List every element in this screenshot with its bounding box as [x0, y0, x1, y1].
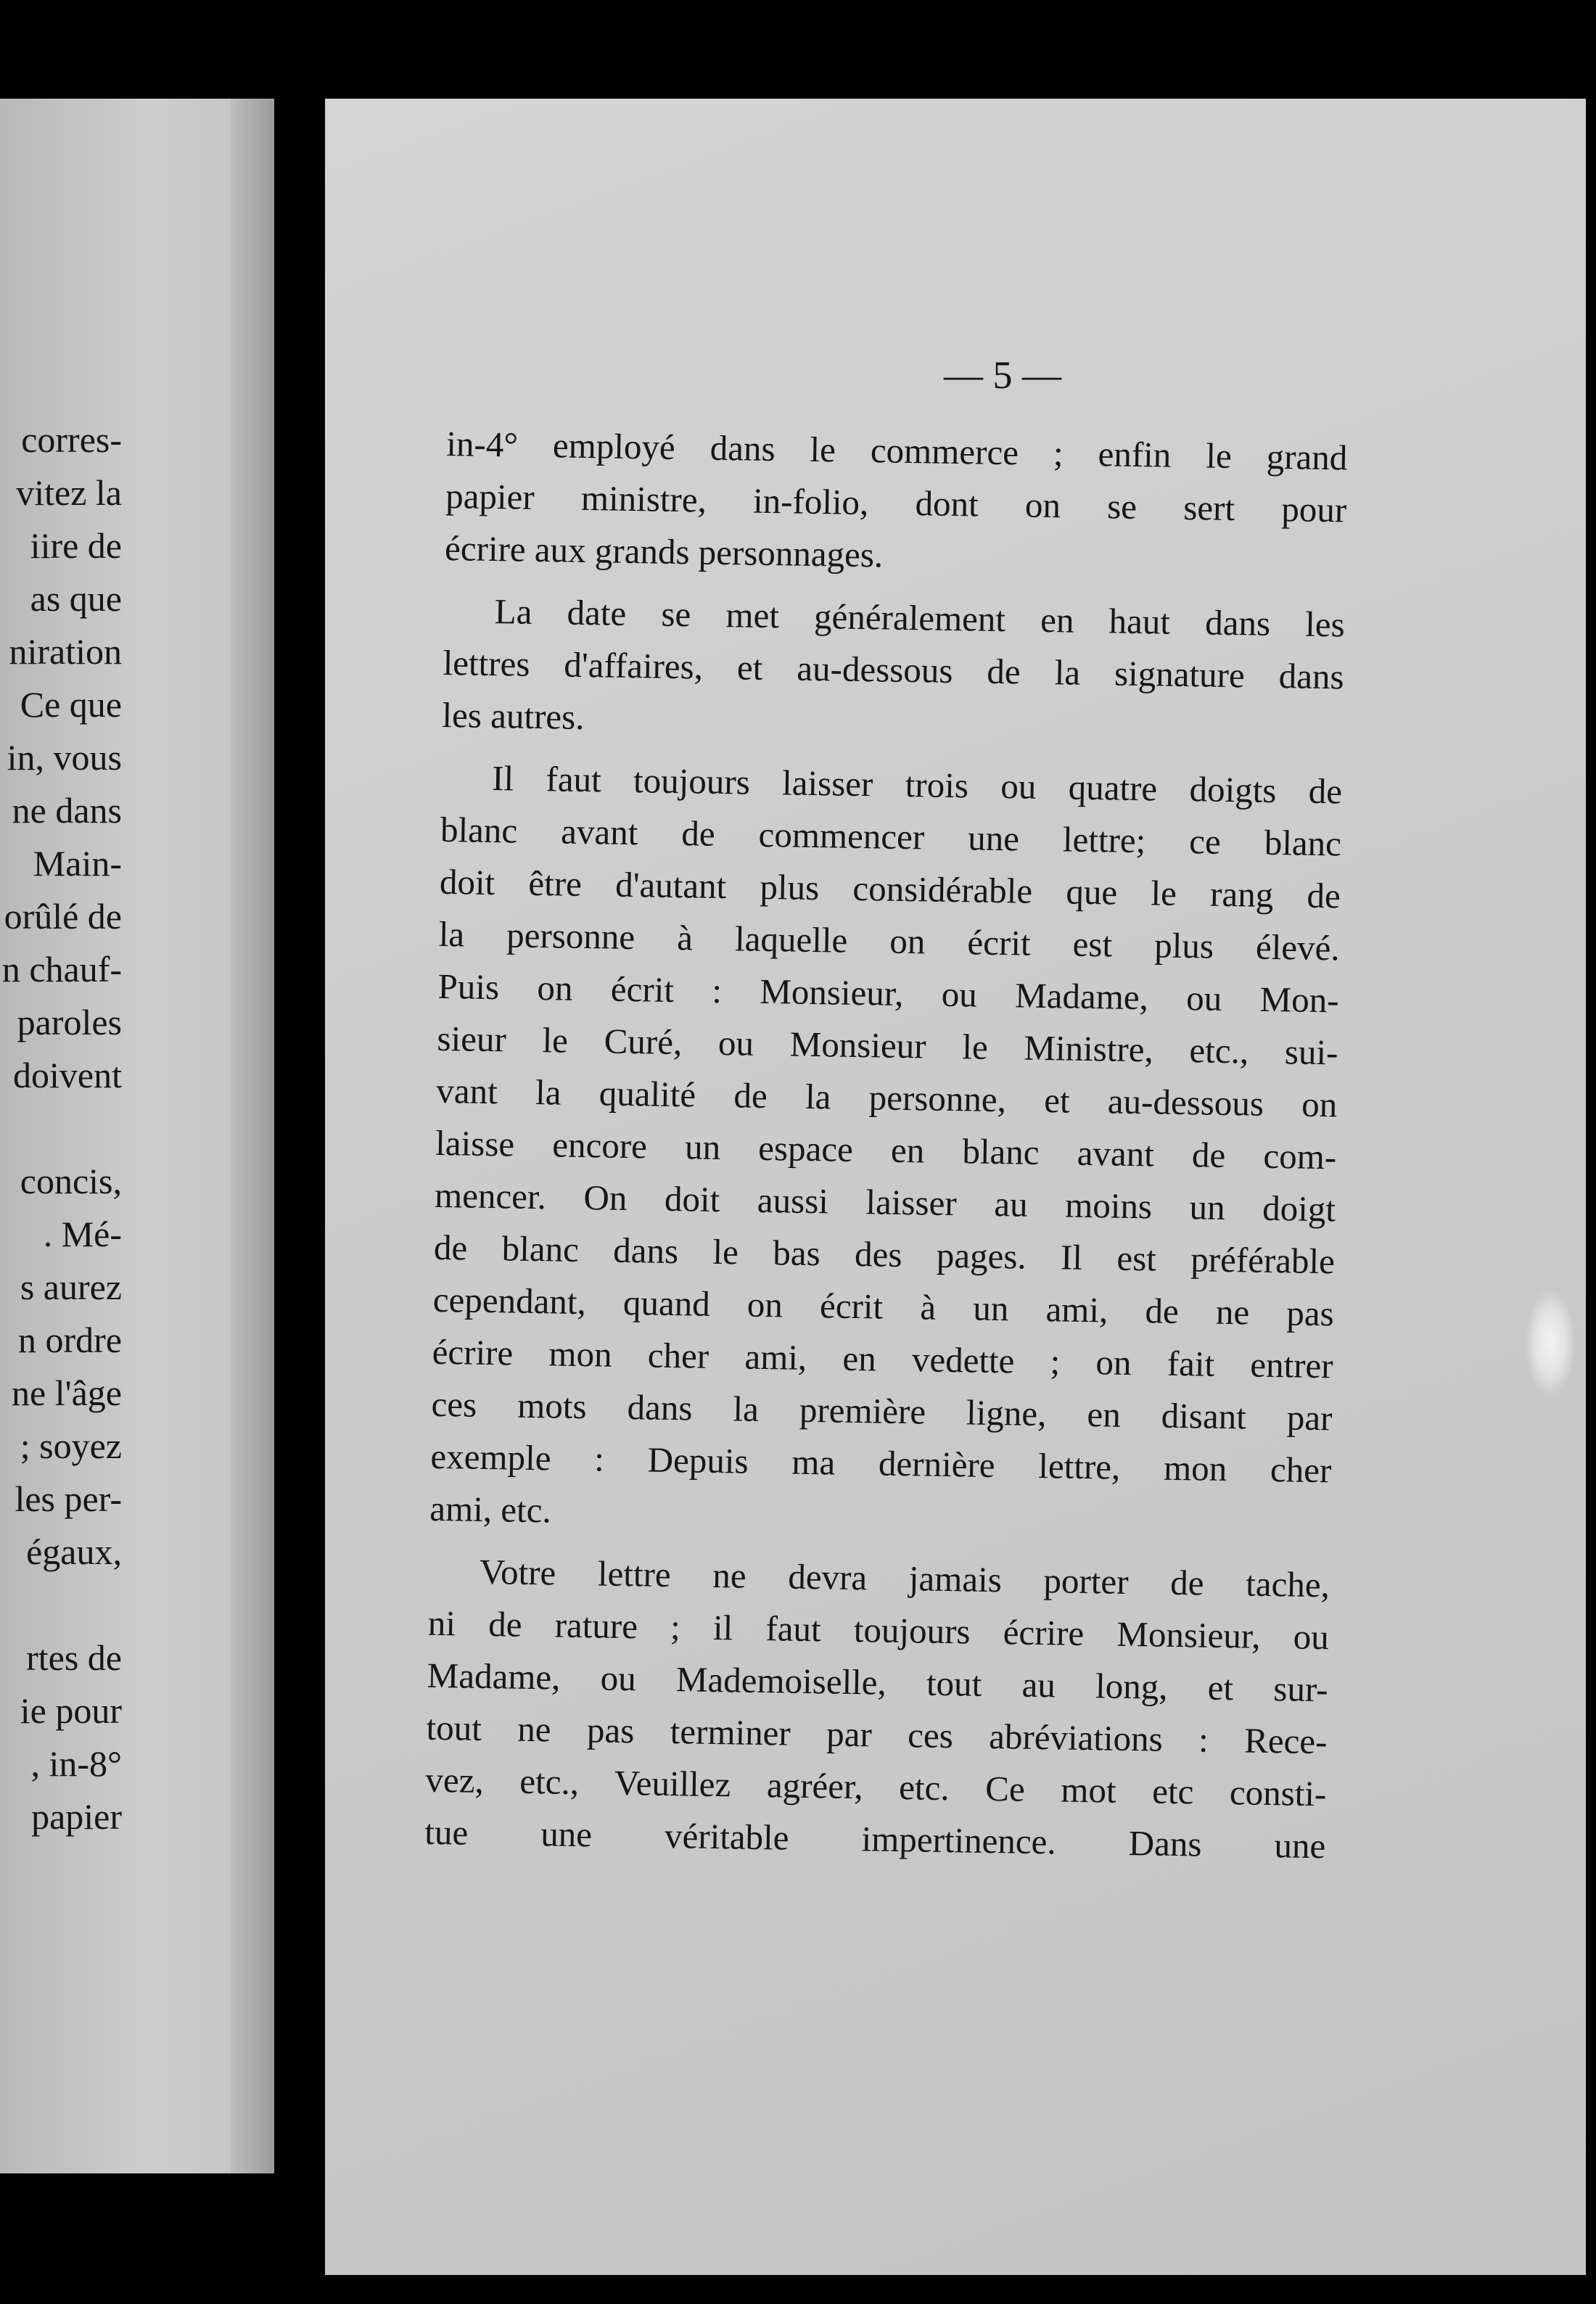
text-line: exemple : Depuis ma dernière lettre, mon cher: [430, 1436, 1332, 1491]
left-page-line: papier: [31, 1796, 122, 1837]
left-page-line: orûlé de: [4, 896, 122, 937]
text-line: de blanc dans le bas des pages. Il est préférable: [433, 1227, 1336, 1282]
text-line: vant la qualité de la personne, et au-dessous on: [435, 1070, 1338, 1125]
left-page-line: ne dans: [12, 790, 122, 831]
text-line: sieur le Curé, ou Monsieur le Ministre, etc., sui-: [437, 1018, 1338, 1073]
left-page-edge: [231, 99, 274, 2173]
text-line: in-4° employé dans le commerce ; enfin le grand: [446, 423, 1348, 478]
left-page-line: s aurez: [20, 1267, 122, 1307]
left-page-line: ne l'âge: [12, 1373, 122, 1413]
text-line: la personne à laquelle on écrit est plus élevé.: [438, 913, 1341, 968]
right-page: [325, 99, 1586, 2275]
paragraph: [442, 585, 1345, 755]
left-page-line: in, vous: [7, 737, 122, 778]
text-line: tue une véritable impertinence. Dans une: [424, 1811, 1326, 1867]
left-page-line: n chauf-: [1, 949, 122, 990]
left-page: [0, 99, 274, 2173]
left-page-line: corres-: [21, 419, 122, 460]
left-page-line: . Mé-: [43, 1214, 122, 1254]
left-page-line: égaux,: [26, 1531, 122, 1572]
text-line: ni de rature ; il faut toujours écrire Monsieur, ou: [427, 1602, 1330, 1658]
text-line: La date se met généralement en haut dans les: [494, 591, 1346, 645]
text-line: ces mots dans la première ligne, en disant par: [431, 1383, 1333, 1439]
paragraph: [424, 1545, 1330, 1872]
paper-blemish: [1525, 1288, 1576, 1397]
text-line: vez, etc., Veuillez agréer, etc. Ce mot etc consti-: [425, 1759, 1327, 1814]
left-page-line: niration: [9, 631, 122, 672]
left-page-text: [0, 414, 122, 1843]
text-line: écrire aux grands personnages.: [444, 527, 884, 575]
text-line: Madame, ou Mademoiselle, tout au long, et sur-: [427, 1655, 1329, 1710]
text-line: Votre lettre ne devra jamais porter de tache,: [479, 1551, 1330, 1605]
left-page-line: doivent: [13, 1055, 122, 1095]
left-page-line: , in-8°: [30, 1743, 122, 1784]
left-page-line: rtes de: [26, 1637, 122, 1678]
body-text: [424, 418, 1348, 1883]
text-line: mencer. On doit aussi laisser au moins un doigt: [434, 1174, 1336, 1230]
left-page-line: as que: [30, 578, 122, 619]
text-line: tout ne pas terminer par ces abréviations : Rece-: [426, 1707, 1328, 1762]
left-page-line: Main-: [33, 843, 122, 884]
paragraph: [429, 752, 1343, 1549]
text-line: Il faut toujours laisser trois ou quatre doigts de: [491, 758, 1343, 812]
text-line: blanc avant de commencer une lettre; ce blanc: [440, 809, 1342, 864]
left-page-gap: [0, 1102, 122, 1155]
left-page-line: vitez la: [16, 472, 122, 513]
page-number: — 5 —: [944, 353, 1061, 397]
left-page-line: iire de: [30, 525, 122, 566]
left-page-line: ; soyez: [20, 1425, 122, 1466]
left-page-line: les per-: [15, 1478, 122, 1519]
text-line: Puis on écrit : Monsieur, ou Madame, ou Mon-: [437, 966, 1339, 1021]
text-line: lettres d'affaires, et au-dessous de la signature dans: [443, 642, 1344, 697]
text-line: laisse encore un espace en blanc avant de com-: [435, 1122, 1337, 1177]
left-page-line: n ordre: [18, 1320, 122, 1360]
left-page-gap: [0, 1579, 122, 1632]
left-page-line: Ce que: [20, 684, 122, 725]
text-line: papier ministre, in-folio, dont on se sert pour: [445, 475, 1347, 530]
text-line: ami, etc.: [429, 1488, 552, 1531]
paragraph: [445, 418, 1348, 588]
text-line: les autres.: [442, 694, 585, 738]
left-page-line: concis,: [20, 1161, 122, 1201]
left-page-line: ie pour: [20, 1690, 122, 1731]
left-page-line: paroles: [17, 1002, 122, 1042]
text-line: écrire mon cher ami, en vedette ; on fait entrer: [432, 1331, 1334, 1386]
text-line: cependant, quand on écrit à un ami, de ne pas: [432, 1279, 1335, 1334]
text-line: doit être d'autant plus considérable que le rang de: [439, 861, 1341, 916]
